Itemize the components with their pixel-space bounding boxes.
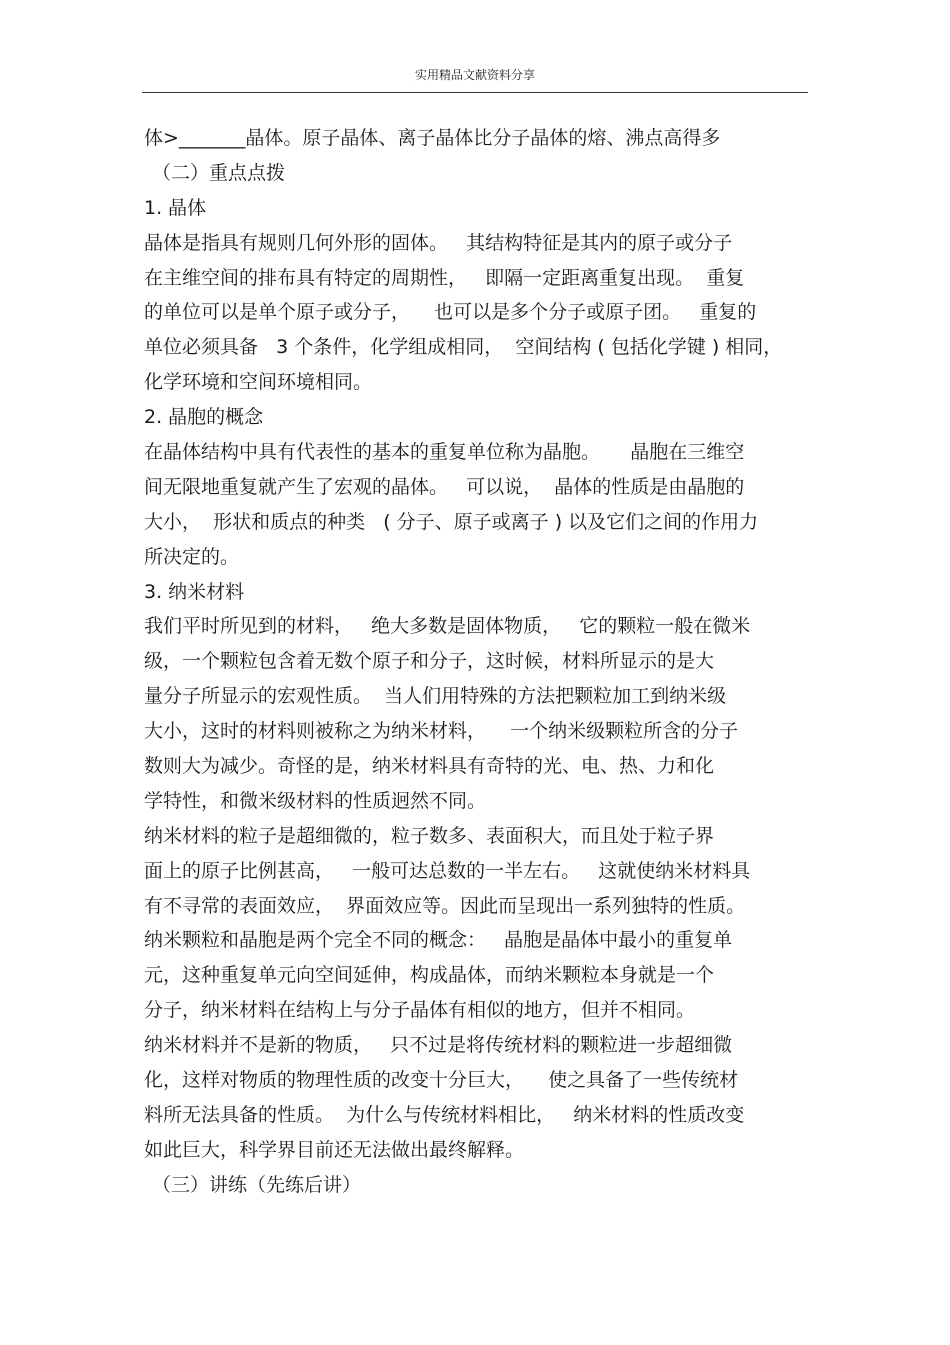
- text-line: 体>_______晶体。原子晶体、离子晶体比分子晶体的熔、沸点高得多: [144, 127, 721, 149]
- text-line: 2. 晶胞的概念: [144, 406, 264, 429]
- text-line: 纳米材料的粒子是超细微的，粒子数多、表面积大，而且处于粒子界: [144, 824, 715, 847]
- text-line: 如此巨大，科学界目前还无法做出最终解释。: [144, 1138, 525, 1161]
- text-line: 大小，这时的材料则被称之为纳米材料， 一个纳米级颗粒所含的分子: [144, 720, 739, 743]
- page-header: 实用精品文献资料分享: [414, 68, 535, 82]
- text-line: 面上的原子比例甚高， 一般可达总数的一半左右。 这就使纳米材料具: [144, 859, 751, 882]
- document-body: [144, 121, 810, 1203]
- text-line: （三）讲练（先练后讲）: [152, 1173, 362, 1196]
- text-line: 有不寻常的表面效应， 界面效应等。因此而呈现出一系列独特的性质。: [144, 894, 746, 917]
- text-line: 3. 纳米材料: [144, 580, 245, 603]
- text-line: 料所无法具备的性质。 为什么与传统材料相比， 纳米材料的性质改变: [144, 1103, 745, 1126]
- text-line: 晶体是指具有规则几何外形的固体。 其结构特征是其内的原子或分子: [144, 231, 733, 254]
- text-line: 化学环境和空间环境相同。: [144, 371, 373, 394]
- text-line: 分子，纳米材料在结构上与分子晶体有相似的地方，但并不相同。: [144, 999, 696, 1022]
- text-line: 元，这种重复单元向空间延伸，构成晶体，而纳米颗粒本身就是一个: [144, 964, 715, 987]
- text-line: 数则大为减少。奇怪的是，纳米材料具有奇特的光、电、热、力和化: [144, 755, 715, 778]
- text-line: （二）重点点拨: [152, 161, 286, 184]
- text-line: 的单位可以是单个原子或分子， 也可以是多个分子或原子团。 重复的: [144, 301, 757, 324]
- text-line: 化，这样对物质的物理性质的改变十分巨大， 使之具备了一些传统材: [144, 1069, 739, 1092]
- text-line: 大小， 形状和质点的种类 ( 分子、原子或离子 ) 以及它们之间的作用力: [144, 510, 759, 533]
- text-line: 我们平时所见到的材料， 绝大多数是固体物质， 它的颗粒一般在微米: [144, 615, 751, 638]
- text-line: 在主维空间的排布具有特定的周期性， 即隔一定距离重复出现。 重复: [144, 266, 745, 289]
- text-line: 间无限地重复就产生了宏观的晶体。 可以说， 晶体的性质是由晶胞的: [144, 475, 745, 498]
- header-divider: [142, 92, 808, 93]
- text-line: 在晶体结构中具有代表性的基本的重复单位称为晶胞。 晶胞在三维空: [144, 441, 745, 464]
- text-line: 纳米材料并不是新的物质， 只不过是将传统材料的颗粒进一步超细微: [144, 1034, 733, 1057]
- text-line: 单位必须具备 3 个条件，化学组成相同， 空间结构 ( 包括化学键 ) 相同，: [144, 336, 783, 359]
- text-line: 所决定的。: [144, 545, 240, 568]
- text-line: 级，一个颗粒包含着无数个原子和分子，这时候，材料所显示的是大: [144, 650, 715, 673]
- text-line: 1. 晶体: [144, 196, 207, 219]
- text-line: 纳米颗粒和晶胞是两个完全不同的概念： 晶胞是晶体中最小的重复单: [144, 929, 733, 952]
- text-line: 学特性，和微米级材料的性质迥然不同。: [144, 789, 487, 812]
- text-line: 量分子所显示的宏观性质。 当人们用特殊的方法把颗粒加工到纳米级: [144, 685, 727, 708]
